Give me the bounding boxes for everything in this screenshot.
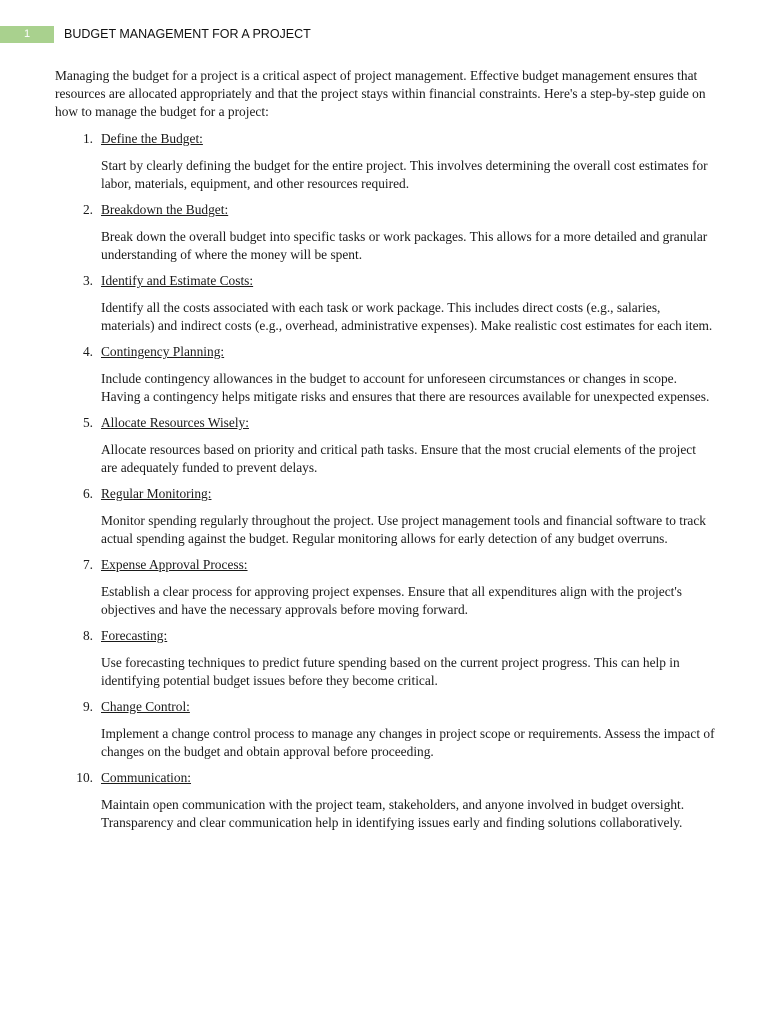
intro-paragraph: Managing the budget for a project is a critical aspect of project management. Effective budget management ensures that resources are allocated appropriately and that the project stays within financial constraints. Here's a step-by-step guide on how to manage the budget for a project:	[55, 68, 706, 119]
step-title: Breakdown the Budget:	[101, 202, 229, 217]
step-description: Break down the overall budget into specific tasks or work packages. This allows for a more detailed and granular understanding of where the money will be spent.	[101, 229, 708, 262]
step-number: 10.	[76, 770, 93, 785]
page-number-badge: 1	[0, 26, 54, 43]
header-title: BUDGET MANAGEMENT FOR A PROJECT	[64, 27, 311, 41]
list-item	[55, 485, 715, 548]
step-description: Identify all the costs associated with each task or work package. This includes direct costs (e.g., salaries, materials) and indirect costs (e.g., overhead, administrative expenses). Make realistic cost estimates for each item.	[101, 300, 713, 333]
step-number: 3.	[82, 273, 93, 288]
step-title: Change Control:	[101, 699, 190, 714]
step-description: Include contingency allowances in the budget to account for unforeseen circumstances or changes in scope. Having a contingency helps mitigate risks and ensures that there are resources available for unexpected expenses.	[101, 371, 710, 404]
step-description: Allocate resources based on priority and critical path tasks. Ensure that the most crucial elements of the project are adequately funded to prevent delays.	[101, 442, 696, 475]
step-description: Maintain open communication with the project team, stakeholders, and anyone involved in budget oversight. Transparency and clear communication help in identifying issues early and finding solutions collaboratively.	[101, 797, 685, 830]
step-description: Monitor spending regularly throughout the project. Use project management tools and financial software to track actual spending against the budget. Regular monitoring allows for early detection of any budget overruns.	[101, 513, 707, 546]
step-title: Forecasting:	[101, 628, 168, 643]
list-item	[55, 627, 715, 690]
list-item	[55, 414, 715, 477]
steps-list	[55, 130, 715, 832]
step-title: Identify and Estimate Costs:	[101, 273, 254, 288]
step-title: Allocate Resources Wisely:	[101, 415, 249, 430]
step-number: 9.	[82, 699, 93, 714]
step-title: Regular Monitoring:	[101, 486, 212, 501]
step-number: 6.	[82, 486, 93, 501]
step-number: 1.	[82, 131, 93, 146]
list-item	[55, 698, 715, 761]
list-item	[55, 769, 715, 832]
step-title: Contingency Planning:	[101, 344, 225, 359]
step-title: Define the Budget:	[101, 131, 203, 146]
step-description: Implement a change control process to manage any changes in project scope or requirements. Assess the impact of changes on the budget and obtain approval before proceeding.	[101, 726, 715, 759]
list-item	[55, 201, 715, 264]
step-number: 8.	[82, 628, 93, 643]
document-body	[55, 67, 715, 840]
step-description: Use forecasting techniques to predict future spending based on the current project progress. This can help in identifying potential budget issues before they become critical.	[101, 655, 680, 688]
step-number: 7.	[82, 557, 93, 572]
step-description: Start by clearly defining the budget for the entire project. This involves determining the overall cost estimates for labor, materials, equipment, and other resources required.	[101, 158, 708, 191]
page-header	[0, 26, 768, 43]
step-number: 2.	[82, 202, 93, 217]
step-title: Expense Approval Process:	[101, 557, 248, 572]
list-item	[55, 556, 715, 619]
list-item	[55, 130, 715, 193]
list-item	[55, 272, 715, 335]
step-description: Establish a clear process for approving project expenses. Ensure that all expenditures align with the project's objectives and have the necessary approvals before moving forward.	[101, 584, 683, 617]
step-number: 5.	[82, 415, 93, 430]
step-title: Communication:	[101, 770, 192, 785]
list-item	[55, 343, 715, 406]
step-number: 4.	[82, 344, 93, 359]
